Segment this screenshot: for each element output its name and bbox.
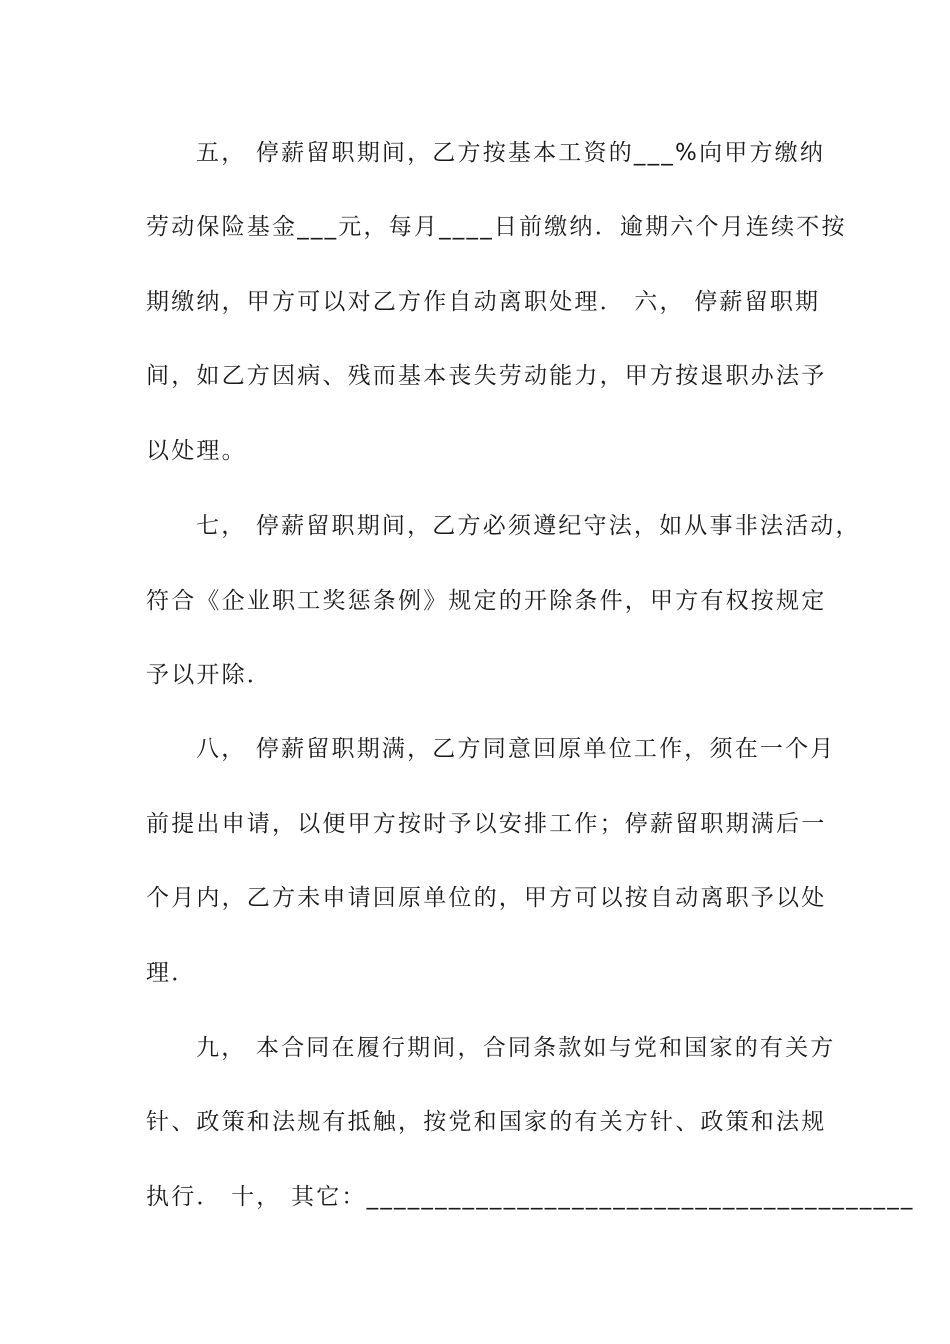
clause-5-line-2: 劳动保险基金___元，每月____日前缴纳．逾期六个月连续不按 [146, 214, 847, 240]
clause-9-10-line-3: 执行． 十， 其它：________________________________________ [146, 1184, 915, 1210]
clause-8-line-1: 八， 停薪留职期满，乙方同意回原单位工作，须在一个月 [196, 736, 836, 762]
clause-7-line-2: 符合《企业职工奖惩条例》规定的开除条件，甲方有权按规定 [146, 588, 827, 614]
clause-7-line-1: 七， 停薪留职期间，乙方必须遵纪守法，如从事非法活动， [196, 513, 861, 539]
clause-8-line-3: 个月内，乙方未申请回原单位的，甲方可以按自动离职予以处 [146, 885, 827, 911]
clause-5-6-line-3: 期缴纳，甲方可以对乙方作自动离职处理． 六， 停薪留职期 [146, 289, 821, 315]
clause-9-line-1: 九， 本合同在履行期间，合同条款如与党和国家的有关方 [196, 1035, 836, 1061]
clause-9-line-2: 针、政策和法规有抵触，按党和国家的有关方针、政策和法规 [146, 1109, 827, 1135]
clause-7-line-3: 予以开除． [146, 662, 272, 688]
clause-8-line-4: 理． [146, 960, 197, 986]
clause-6-line-2: 间，如乙方因病、残而基本丧失劳动能力，甲方按退职办法予 [146, 363, 827, 389]
clause-5-line-1: 五， 停薪留职期间，乙方按基本工资的___%向甲方缴纳 [196, 140, 826, 166]
clause-6-line-3: 以处理。 [146, 438, 247, 464]
clause-8-line-2: 前提出申请，以便甲方按时予以安排工作；停薪留职期满后一 [146, 811, 827, 837]
